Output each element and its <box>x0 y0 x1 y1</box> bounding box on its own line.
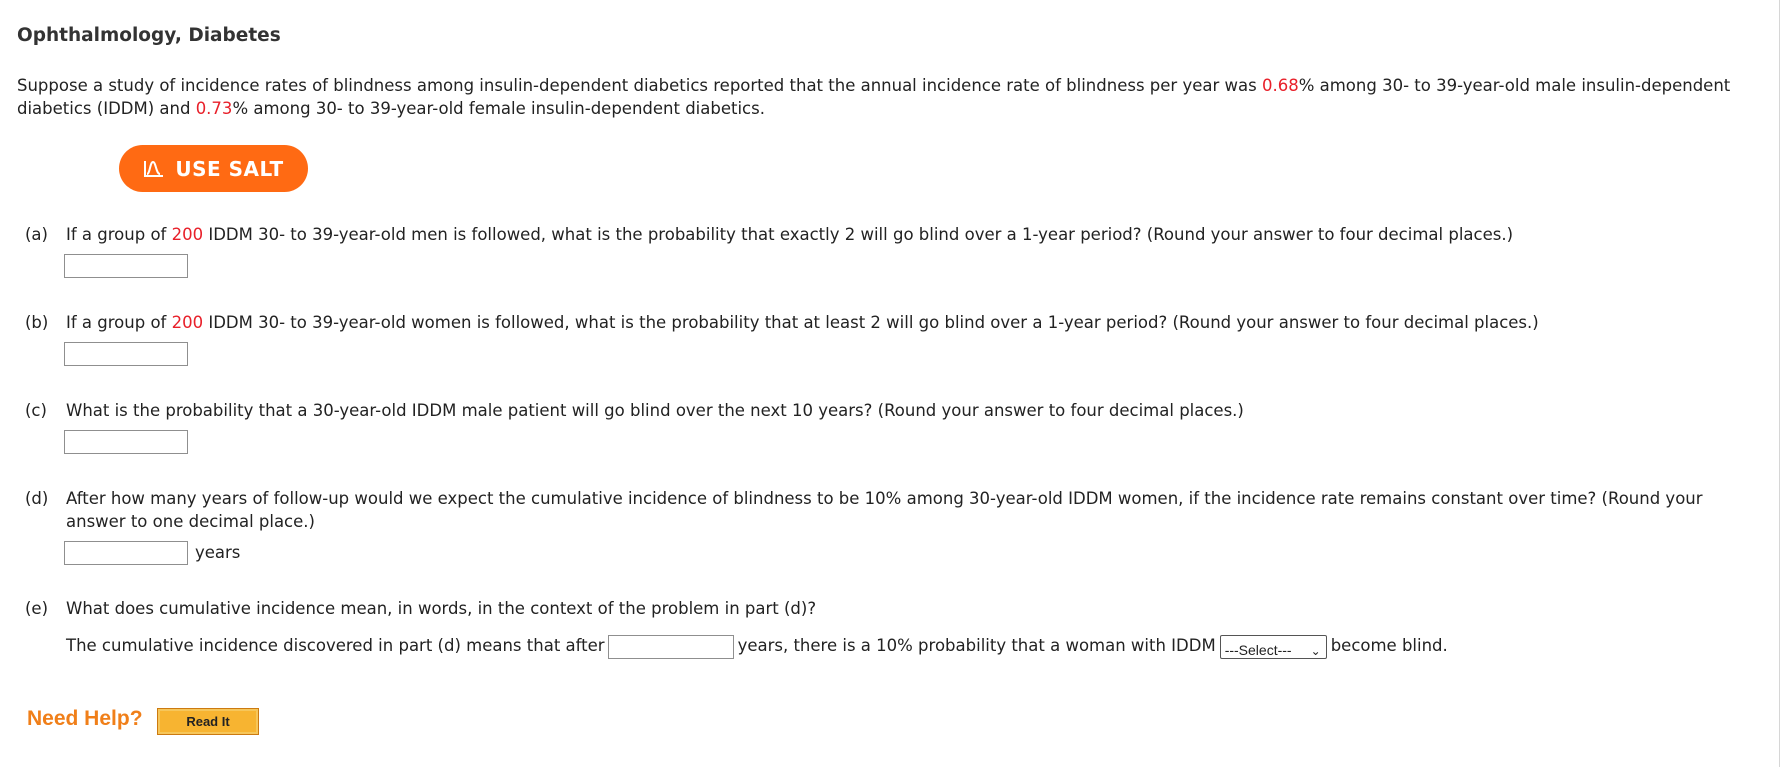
question-a-text: If a group of 200 IDDM 30- to 39-year-old men is followed, what is the probability that exactly 2 will go blind over a 1-year period? (Round your answer to four decimal places.) <box>66 225 1514 244</box>
question-b-text: If a group of 200 IDDM 30- to 39-year-old women is followed, what is the probability that at least 2 will go blind over a 1-year period? (Round your answer to four decimal places.) <box>66 313 1539 332</box>
question-e-sentence-end: become blind. <box>1330 636 1448 655</box>
need-help-label: Need Help? <box>27 707 143 730</box>
intro-text-1: Suppose a study of incidence rates of blindness among insulin-dependent diabetics reported that the annual incidence rate of blindness per year was <box>17 76 1262 95</box>
problem-intro <box>17 74 1757 120</box>
question-a-label: (a) <box>25 225 48 244</box>
answer-e-select-value: ---Select--- <box>1224 641 1292 658</box>
salt-chart-icon <box>143 159 165 179</box>
intro-text-2: % among 30- to 39-year-old male insulin-dependent diabetics (IDDM) and <box>17 76 1731 118</box>
question-b-label: (b) <box>25 313 49 332</box>
question-c-label: (c) <box>25 401 47 420</box>
use-salt-button[interactable] <box>119 145 308 192</box>
answer-b-input[interactable] <box>64 342 188 366</box>
question-e-label: (e) <box>25 599 49 618</box>
question-c-text: What is the probability that a 30-year-old IDDM male patient will go blind over the next 10 years? (Round your answer to four decimal places.) <box>66 401 1244 420</box>
question-e-sentence-start: The cumulative incidence discovered in part (d) means that after <box>66 636 605 655</box>
answer-e-select[interactable] <box>1220 635 1327 659</box>
question-e-sentence <box>66 634 1448 659</box>
page-title: Ophthalmology, Diabetes <box>17 25 281 46</box>
read-it-button[interactable]: Read It <box>157 708 259 735</box>
question-e-text: What does cumulative incidence mean, in words, in the context of the problem in part (d)? <box>66 599 817 618</box>
male-rate-value: 0.68 <box>1261 76 1299 95</box>
use-salt-label: USE SALT <box>175 156 284 181</box>
answer-e-years-input[interactable] <box>608 635 734 659</box>
page-edge-divider <box>1779 0 1780 767</box>
female-rate-value: 0.73 <box>195 99 233 118</box>
question-d-label: (d) <box>25 489 49 508</box>
answer-d-input[interactable] <box>64 541 188 565</box>
answer-d-unit: years <box>195 543 241 562</box>
chevron-down-icon: ⌄ <box>1310 643 1321 658</box>
question-d-text: After how many years of follow-up would we expect the cumulative incidence of blindness to be 10% among 30-year-old IDDM women, if the incidence rate remains constant over time? (Round your answer to one decimal place.) <box>66 489 1703 531</box>
group-size-a: 200 <box>171 225 204 244</box>
answer-c-input[interactable] <box>64 430 188 454</box>
question-e-sentence-middle: years, there is a 10% probability that a woman with IDDM <box>737 636 1216 655</box>
answer-a-input[interactable] <box>64 254 188 278</box>
intro-text-3: % among 30- to 39-year-old female insulin-dependent diabetics. <box>232 99 765 118</box>
group-size-b: 200 <box>171 313 204 332</box>
